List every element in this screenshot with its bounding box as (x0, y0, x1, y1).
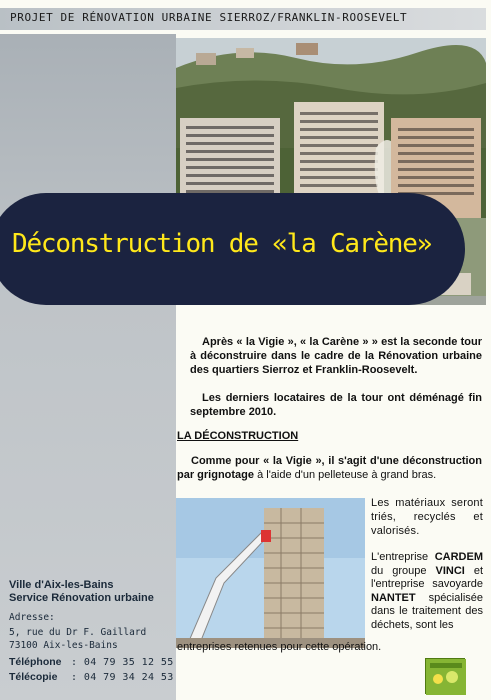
section-heading: LA DÉCONSTRUCTION (177, 430, 299, 442)
address-line-1: 5, rue du Dr F. Gaillard (9, 627, 147, 638)
body-paragraph-3-end: entreprises retenues pour cette opération. (177, 641, 382, 653)
address-line-2: 73100 Aix-les-Bains (9, 640, 118, 651)
company-vinci: VINCI (435, 564, 465, 577)
body-paragraph-1 (177, 454, 482, 482)
company-cardem: CARDEM (434, 551, 483, 563)
header (0, 0, 491, 34)
crane-photo (176, 498, 365, 648)
company-nantet: NANTET (371, 591, 416, 604)
body-paragraph-3-part-d: spécialisée dans le traitement des déchets, sont les (371, 591, 483, 631)
intro-paragraph-2: Les derniers locataires de la tour ont déménagé fin septembre 2010. (190, 392, 482, 418)
page-title: Déconstruction de «la Carène» (12, 229, 432, 259)
body-paragraph-3-part-b: du groupe (371, 564, 436, 577)
fax-number: : 04 79 34 24 53 (71, 672, 174, 683)
body-paragraph-1-bold: Comme pour « la Vigie », il s'agit d'une déconstruction par grignotage (177, 455, 482, 481)
body-paragraph-3-part-a: L'entreprise (371, 551, 435, 563)
body-paragraph-3 (371, 551, 483, 632)
intro-paragraph-1: Après « la Vigie », « la Carène » » est la seconde tour à déconstruire dans le cadre de la Rénovation urbaine des quartiers Sierroz et Franklin-Roosevelt. (190, 336, 482, 376)
contact-org-line-2: Service Rénovation urbaine (9, 592, 154, 604)
address-label: Adresse: (9, 612, 55, 623)
phone-number: : 04 79 35 12 55 (71, 657, 174, 668)
body-paragraph-1-rest: à l'aide d'un pelleteuse à grand bras. (254, 469, 437, 481)
body-paragraph-3-part-c: et l'entreprise savoyarde (371, 564, 483, 590)
header-title: PROJET DE RÉNOVATION URBAINE SIERROZ/FRANKLIN-ROOSEVELT (10, 11, 408, 24)
fax-label: Télécopie (9, 671, 58, 683)
contact-organization (9, 579, 154, 605)
contact-org-line-1: Ville d'Aix-les-Bains (9, 579, 114, 591)
body-paragraph-2: Les matériaux seront triés, recyclés et valorisés. (371, 497, 483, 537)
fax-row (9, 671, 174, 683)
phone-label: Téléphone (9, 656, 62, 668)
phone-row (9, 656, 174, 668)
centre-fleuri-logo (425, 658, 465, 694)
